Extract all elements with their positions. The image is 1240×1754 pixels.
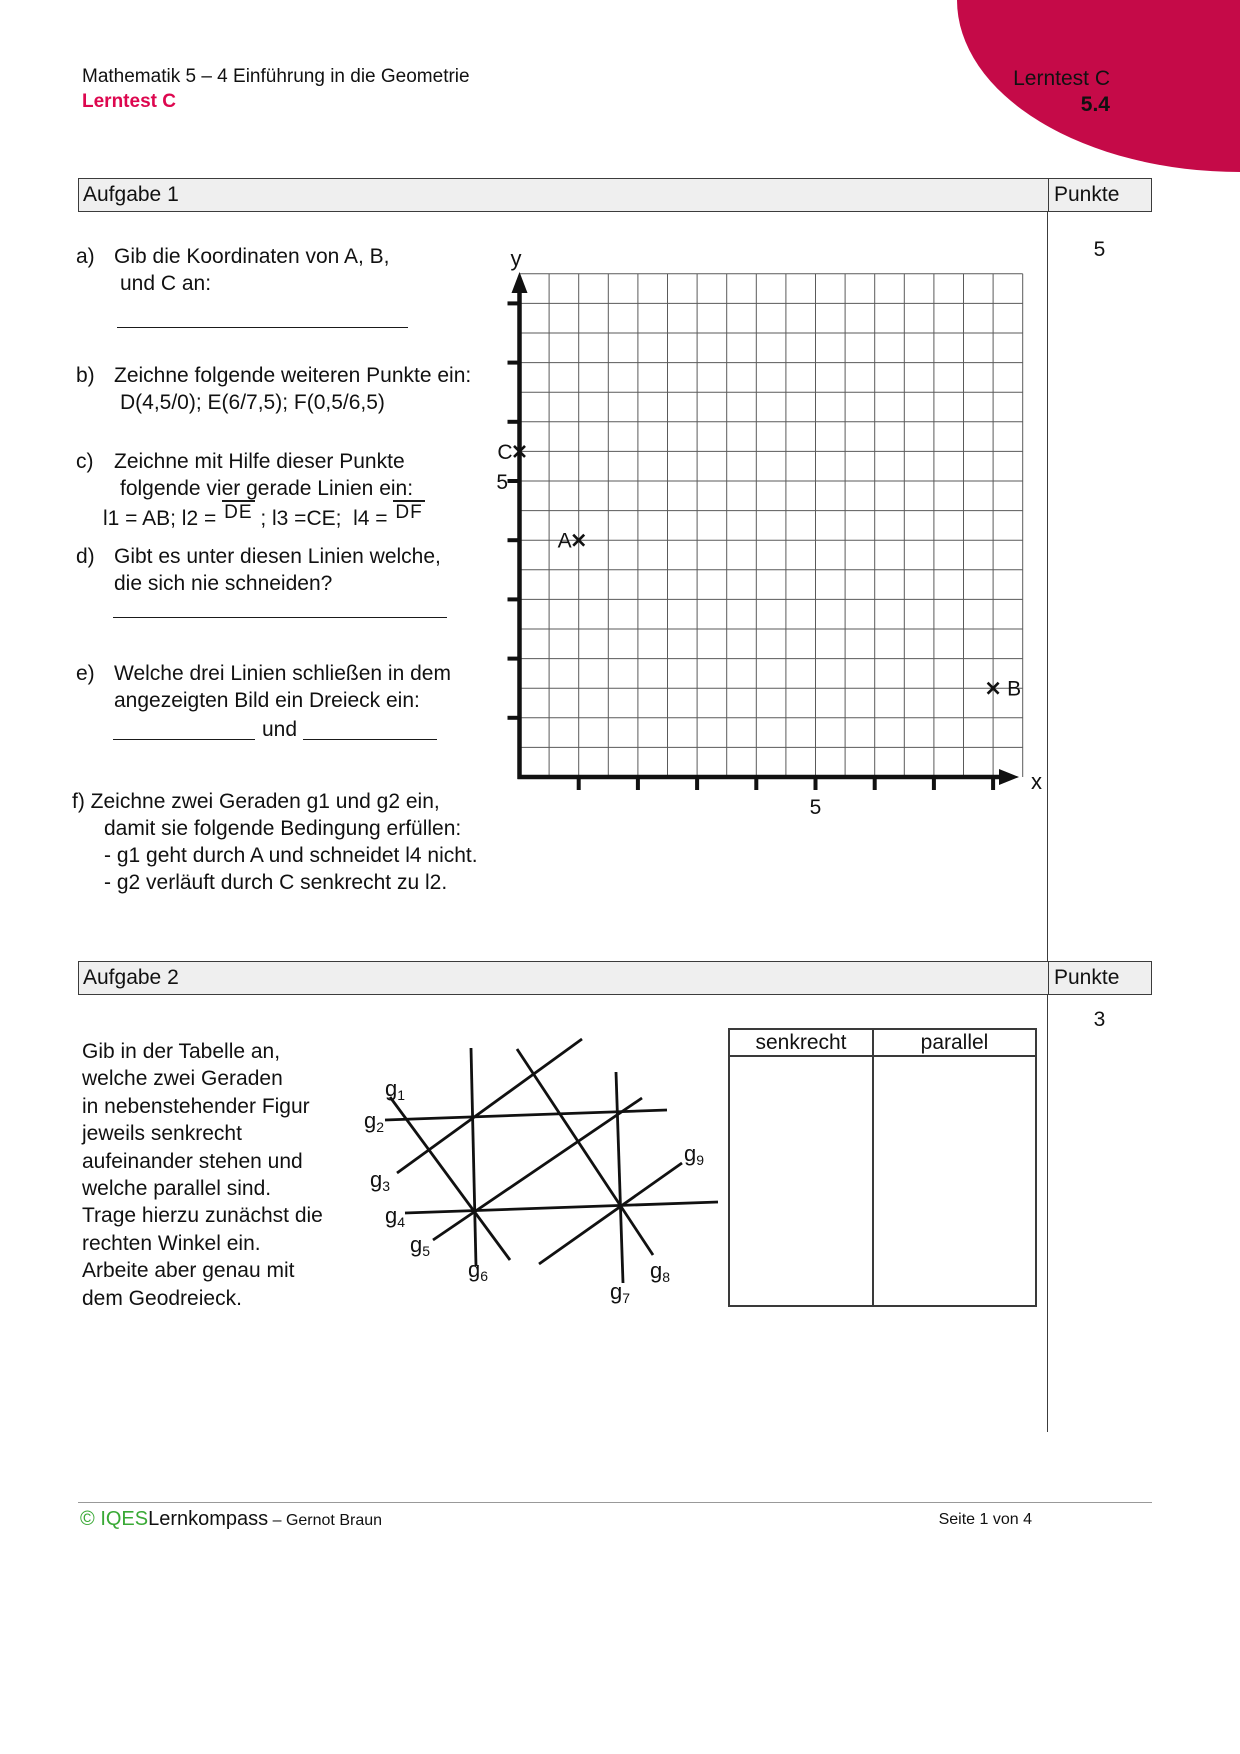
task1-points-value: 5 (1093, 238, 1106, 261)
task1-item-f-line4: - g2 verläuft durch C senkrecht zu l2. (104, 871, 448, 894)
figure-label-g5: g5 (410, 1232, 431, 1259)
brand-iqes: IQES (100, 1508, 149, 1530)
figure-label-g9: g9 (684, 1141, 705, 1168)
table-header-senkrecht: senkrecht (730, 1030, 874, 1055)
figure-line-g6 (471, 1048, 476, 1266)
task1-item-e-line2: angezeigten Bild ein Dreieck ein: (114, 689, 420, 712)
table-header-parallel: parallel (920, 1031, 989, 1054)
answer-blank-e1 (113, 714, 255, 740)
item-b-label: b) (76, 364, 95, 387)
figure-label-g3: g3 (370, 1167, 391, 1194)
task1-header-row (78, 178, 1152, 212)
task2-line-8: rechten Winkel ein. (82, 1232, 261, 1255)
task1-item-e-line1 (76, 662, 451, 686)
footer-author: – Gernot Braun (268, 1512, 383, 1529)
figure-line-g5 (433, 1098, 642, 1240)
task1-line-formula (103, 502, 425, 531)
item-c-text: Zeichne mit Hilfe dieser Punkte (114, 450, 405, 473)
x-tick-label-5: 5 (809, 796, 822, 819)
copyright-icon: © (80, 1508, 95, 1530)
task2-line-1: Gib in der Tabelle an, (82, 1040, 281, 1063)
footer-divider (78, 1502, 1152, 1503)
x-axis-label: x (1031, 769, 1042, 794)
formula-segment-DE: DE (224, 502, 253, 523)
corner-text (957, 66, 1110, 119)
task2-title: Aufgabe 2 (83, 966, 179, 989)
course-title: Mathematik 5 – 4 Einführung in die Geometrie (82, 66, 470, 87)
task1-item-a-line2: und C an: (120, 272, 212, 295)
figure-label-g2: g2 (364, 1108, 385, 1135)
table-header-row (730, 1030, 1035, 1057)
test-title: Lerntest C (82, 91, 176, 112)
task1-item-c-line2: folgende vier gerade Linien ein: (120, 477, 414, 500)
item-d-label: d) (76, 545, 95, 568)
item-a-text: Gib die Koordinaten von A, B, (114, 245, 390, 268)
task1-item-e-und: und (262, 718, 298, 741)
task1-item-a-line1 (76, 245, 390, 269)
point-label-A: A (557, 529, 572, 553)
figure-label-g7: g7 (610, 1279, 631, 1306)
footer-page-number: Seite 1 von 4 (938, 1511, 1032, 1528)
figure-line-g7 (616, 1072, 623, 1283)
item-c-label: c) (76, 450, 94, 473)
item-e-label: e) (76, 662, 95, 685)
figure-label-g6: g6 (468, 1257, 489, 1284)
task2-line-6: welche parallel sind. (82, 1177, 272, 1200)
figure-label-g4: g4 (385, 1203, 406, 1230)
figure-label-g1: g1 (385, 1076, 406, 1103)
task2-line-2: welche zwei Geraden (82, 1067, 283, 1090)
task1-item-f-line2: damit sie folgende Bedingung erfüllen: (104, 817, 462, 840)
corner-code: 5.4 (1080, 93, 1110, 117)
coordinate-grid (440, 225, 1060, 825)
y-axis-arrow (512, 272, 528, 293)
item-e-text: Welche drei Linien schließen in dem (114, 662, 451, 685)
task2-points-label: Punkte (1048, 962, 1151, 994)
lines-figure (350, 1020, 750, 1320)
formula-part2: ; l3 =CE; l4 = (254, 507, 394, 530)
task1-item-b-line2: D(4,5/0); E(6/7,5); F(0,5/6,5) (120, 391, 385, 414)
figure-line-g2 (385, 1110, 667, 1120)
task2-points-value: 3 (1093, 1008, 1106, 1031)
point-label-C: C (497, 440, 513, 464)
footer-brand (80, 1508, 382, 1531)
task2-line-3: in nebenstehender Figur (82, 1095, 310, 1118)
task1-item-b-line1 (76, 364, 471, 388)
task2-line-4: jeweils senkrecht (82, 1122, 242, 1145)
task1-item-c-line1 (76, 450, 405, 474)
figure-line-g9 (539, 1163, 682, 1264)
corner-test-label: Lerntest C (1013, 67, 1110, 90)
figure-label-g8: g8 (650, 1258, 671, 1285)
y-tick-label-5: 5 (496, 471, 508, 494)
answer-blank-a (117, 300, 408, 328)
task1-points-label: Punkte (1048, 179, 1151, 211)
task2-line-5: aufeinander stehen und (82, 1150, 303, 1173)
brand-lernkompass: Lernkompass (148, 1508, 269, 1530)
item-b-text: Zeichne folgende weiteren Punkte ein: (114, 364, 472, 387)
item-d-text: Gibt es unter diesen Linien welche, (114, 545, 441, 568)
table-cell-parallel (874, 1057, 1035, 1305)
table-body (730, 1057, 1035, 1305)
task2-line-7: Trage hierzu zunächst die (82, 1204, 323, 1227)
senkrecht-parallel-table (728, 1028, 1037, 1307)
point-label-B: B (1007, 677, 1022, 701)
formula-segment-DF: DF (395, 502, 423, 523)
formula-part1: l1 = AB; l2 = (103, 507, 223, 530)
y-axis-label: y (510, 246, 522, 271)
item-a-label: a) (76, 245, 95, 268)
answer-blank-d (113, 590, 447, 618)
task1-item-f-line3: - g1 geht durch A und schneidet l4 nicht. (104, 844, 478, 867)
task1-item-d-line1 (76, 545, 441, 569)
figure-line-g8 (517, 1049, 653, 1255)
task2-line-9: Arbeite aber genau mit (82, 1259, 295, 1282)
task2-header-row (78, 961, 1152, 995)
task1-title: Aufgabe 1 (83, 183, 179, 206)
figure-line-g1 (390, 1097, 510, 1260)
table-cell-senkrecht (730, 1057, 874, 1305)
figure-line-g4 (405, 1202, 718, 1213)
task2-line-10: dem Geodreieck. (82, 1287, 242, 1310)
task1-item-f-line1: f) Zeichne zwei Geraden g1 und g2 ein, (72, 790, 440, 813)
x-axis-arrow (999, 769, 1019, 785)
answer-blank-e2 (303, 714, 437, 740)
task1-item-d-line2: die sich nie schneiden? (114, 572, 333, 595)
